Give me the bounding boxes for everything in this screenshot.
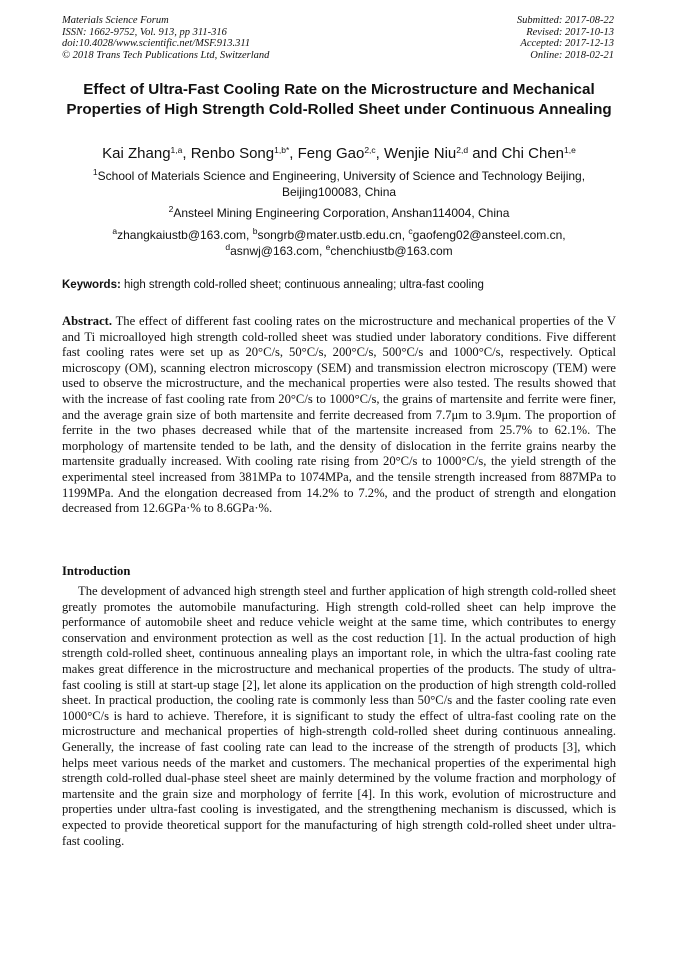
publication-dates [517,15,614,61]
keywords [62,278,622,292]
email-address[interactable]: chenchiustb@163.com [330,244,453,258]
copyright-line: © 2018 Trans Tech Publications Ltd, Switzerland [62,49,270,61]
email-address[interactable]: zhangkaiustb@163.com [117,228,247,242]
author-sup: 1,e [564,145,576,155]
author-name: Kai Zhang [102,145,171,162]
author-separator: , [182,145,191,162]
email-separator: , [246,228,253,242]
abstract-text: The effect of different fast cooling rates on the microstructure and mechanical properties of the V and Ti microalloyed high strength cold-rolled sheet was studied under laboratory conditions. Five different fast cooling rates were set up as 20°C/s, 50°C/s, 200°C/s, 500°C/s and 1000°C/s, respectively. Optical microscopy (OM), scanning electron microscopy (SEM) and transmission electron microscopy (TEM) were used to observe the microstructure, and the mechanical properties were also tested. The results showed that with the increase of fast cooling rate from 20°C/s to 1000°C/s, the grains of martensite and ferrite were finer, and the average grain size of both martensite and ferrite decreased from 7.7μm to 3.9μm. The proportion of ferrite in the two phases decreased while that of the martensite increased from 25.7% to 62.1%. The morphology of martensite tended to be lath, and the density of dislocation in the ferrite grains nearby the martensite gradually increased. With cooling rate rising from 20°C/s to 1000°C/s, the yield strength of the experimental steel increased from 381MPa to 1074MPa, and the tensile strength increased from 887MPa to 1199MPa. And the elongation decreased from 14.2% to 7.2%, and the product of strength and elongation decreased from 12.6GPa·% to 8.6GPa·%. [62,314,616,516]
author-name: Wenjie Niu [384,145,457,162]
author-sup: 2,c [364,145,376,155]
email-sup: d [225,242,231,252]
doi-line[interactable]: doi:10.4028/www.scientific.net/MSF.913.311 [62,38,251,49]
author-list [40,145,638,163]
affiliation-2 [62,205,616,221]
email-sup: a [112,226,118,236]
email-sup: b [252,226,258,236]
affiliation-text: Ansteel Mining Engineering Corporation, Anshan114004, China [173,206,510,220]
author-separator: , [289,145,298,162]
author-separator: , [375,145,384,162]
author-sup: 1,b* [274,145,290,155]
email-address[interactable]: asnwj@163.com [230,244,319,258]
author-name: Chi Chen [501,145,565,162]
issn-line: ISSN: 1662-9752, Vol. 913, pp 311-316 [62,26,227,38]
affiliation-1 [62,168,616,200]
introduction-paragraph: The development of advanced high strength steel and further application of high strength cold-rolled sheet greatly promotes the automobile manufacturing. High strength cold-rolled sheet can help improve the performance of automobile sheet and reduce vehicle weight at the same time, which contributes to energy conservation and environment protection as well as the cost reduction [1]. In the actual production of high strength cold-rolled sheet, continuous annealing plays an important role, in which the ultra-fast cooling rate makes great difference in the microstructure and mechanical properties of the products. The study of ultra-fast cooling is still at start-up stage [2], let alone its application on the production of high strength cold-rolled sheet. In practical production, the cooling rate is commonly less than 50°C/s and the faster cooling rate even 1000°C/s is hard to achieve. Therefore, it is significant to study the effect of ultra-fast cooling rate on the microstructure and mechanical properties of high-strength cold-rolled sheet during continuous annealing. Generally, the increase of fast cooling rate can lead to the increase of the strength of products [3], which helps meet various needs of the market and customers. The mechanical properties of the experimental high strength cold-rolled dual-phase steel sheet are mainly determined by the volume fraction and morphology of martensite and the grain size and morphology of ferrite [4]. In this work, evolution of microstructure and properties under ultra-fast cooling is investigated, and the strengthening mechanism is discussed, which is expected to provide theoretical support for the manufacturing of high strength cold-rolled sheet under ultra-fast cooling. [62,584,616,848]
journal-name: Materials Science Forum [62,15,169,26]
keywords-label: Keywords: [62,279,121,291]
accepted-date: Accepted: 2017-12-13 [520,38,614,49]
abstract-label: Abstract. [62,314,113,328]
journal-info [62,15,269,61]
email-sup: c [408,226,413,236]
email-separator: , [562,228,566,242]
affiliation-sup: 1 [92,167,98,177]
author-separator: and [468,145,502,162]
online-date: Online: 2018-02-21 [530,49,614,61]
paper-title: Effect of Ultra-Fast Cooling Rate on the Microstructure and Mechanical Properties of High Strength Cold-Rolled Sheet under Continuous Annealing [66,81,612,118]
email-separator: , [318,244,326,258]
email-list [62,227,616,259]
email-address[interactable]: gaofeng02@ansteel.com.cn [412,228,563,242]
affiliation-sup: 2 [168,204,174,214]
affiliation-text: School of Materials Science and Engineering, University of Science and Technology Beijing, Beijing100083, China [97,169,586,199]
email-address[interactable]: songrb@mater.ustb.edu.cn [257,228,402,242]
abstract [62,314,616,517]
introduction-heading: Introduction [62,564,131,578]
author-name: Feng Gao [297,145,365,162]
email-sup: e [325,242,331,252]
author-name: Renbo Song [190,145,275,162]
author-sup: 2,d [456,145,469,155]
revised-date: Revised: 2017-10-13 [526,26,614,38]
author-sup: 1,a [170,145,183,155]
email-separator: , [401,228,409,242]
keywords-text: high strength cold-rolled sheet; continuous annealing; ultra-fast cooling [124,279,484,291]
submitted-date: Submitted: 2017-08-22 [516,15,614,26]
